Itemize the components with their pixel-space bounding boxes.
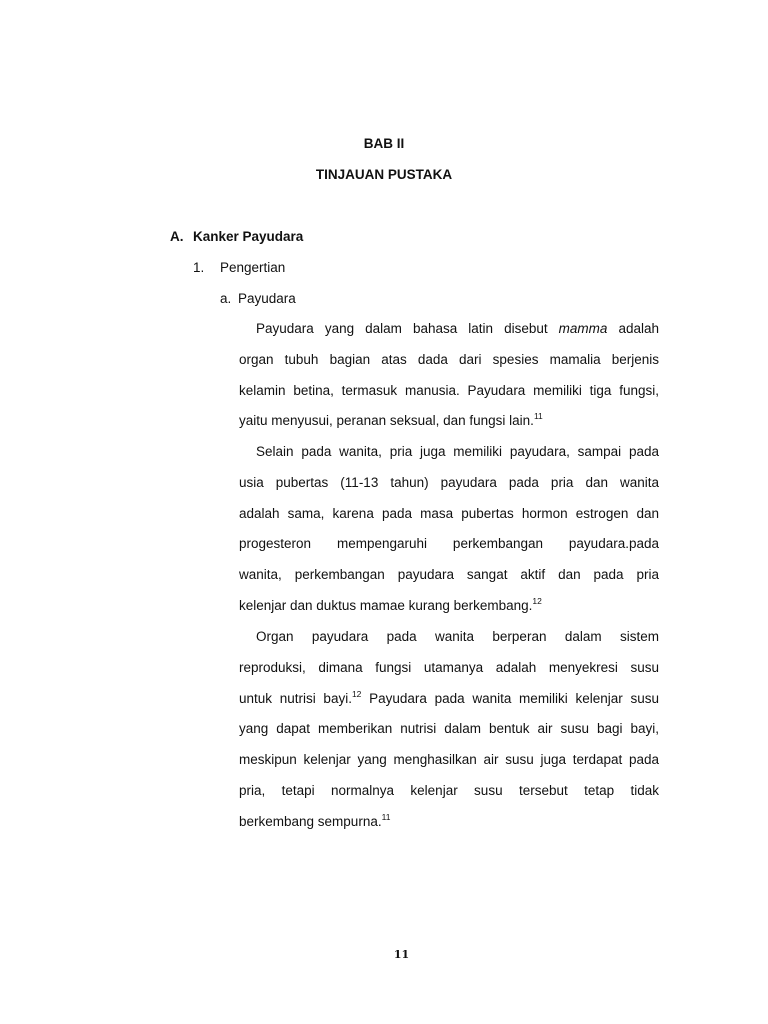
citation: 11 xyxy=(381,811,391,822)
paragraph-line: Selain pada wanita, pria juga memiliki payudara, sampai pada xyxy=(256,444,659,459)
paragraph-line: berkembang sempurna.$^{11}$ xyxy=(239,811,391,829)
paragraph-line: pria, tetapi normalnya kelenjar susu tersebut tetap tidak xyxy=(239,782,659,798)
subsubsection-label: a. xyxy=(220,291,232,306)
subsection-title: Pengertian xyxy=(220,260,286,275)
paragraph-line: kelenjar dan duktus mamae kurang berkembang.$^{12}$ xyxy=(239,595,542,613)
subsubsection-title: Payudara xyxy=(238,291,296,306)
paragraph-line: wanita, perkembangan payudara sangat aktif dan pada pria xyxy=(239,567,659,583)
chapter-number: BAB II xyxy=(363,136,405,151)
paragraph-line: reproduksi, dimana fungsi utamanya adalah menyekresi susu xyxy=(239,659,659,675)
page-number: 11 xyxy=(393,948,410,961)
paragraph-line: progesteron mempengaruhi perkembangan payudara.pada xyxy=(239,536,659,552)
citation: 11 xyxy=(533,411,543,422)
section-title: Kanker Payudara xyxy=(193,229,304,244)
paragraph-line: organ tubuh bagian atas dada dari spesies mamalia berjenis xyxy=(239,351,659,367)
citation: 12 xyxy=(532,595,542,606)
paragraph-line: Payudara yang dalam bahasa latin disebut mamma adalah xyxy=(256,321,659,336)
paragraph-3 xyxy=(239,622,659,838)
paragraph-line: untuk nutrisi bayi.$^{12}$ Payudara pada wanita memiliki kelenjar susu xyxy=(239,688,659,706)
subsection-label: 1. xyxy=(193,260,205,275)
paragraph-line: usia pubertas (11-13 tahun) payudara pada pria dan wanita xyxy=(239,474,659,490)
paragraph-1 xyxy=(239,314,659,437)
chapter-title: TINJAUAN PUSTAKA xyxy=(315,167,453,182)
citation: 12 xyxy=(351,688,362,699)
latin-term: mamma xyxy=(558,321,608,336)
paragraph-2 xyxy=(239,437,659,622)
paragraph-line: yang dapat memberikan nutrisi dalam bentuk air susu bagi bayi, xyxy=(239,721,659,737)
paragraph-line: kelamin betina, termasuk manusia. Payudara memiliki tiga fungsi, xyxy=(239,382,659,398)
paragraph-line: Organ payudara pada wanita berperan dalam sistem xyxy=(256,629,659,644)
paragraph-line: yaitu menyusui, peranan seksual, dan fungsi lain.$^{11}$ xyxy=(239,411,543,429)
section-label: A. xyxy=(170,229,184,244)
paragraph-line: meskipun kelenjar yang menghasilkan air susu juga terdapat pada xyxy=(239,752,659,768)
paragraph-line: adalah sama, karena pada masa pubertas hormon estrogen dan xyxy=(239,505,659,521)
